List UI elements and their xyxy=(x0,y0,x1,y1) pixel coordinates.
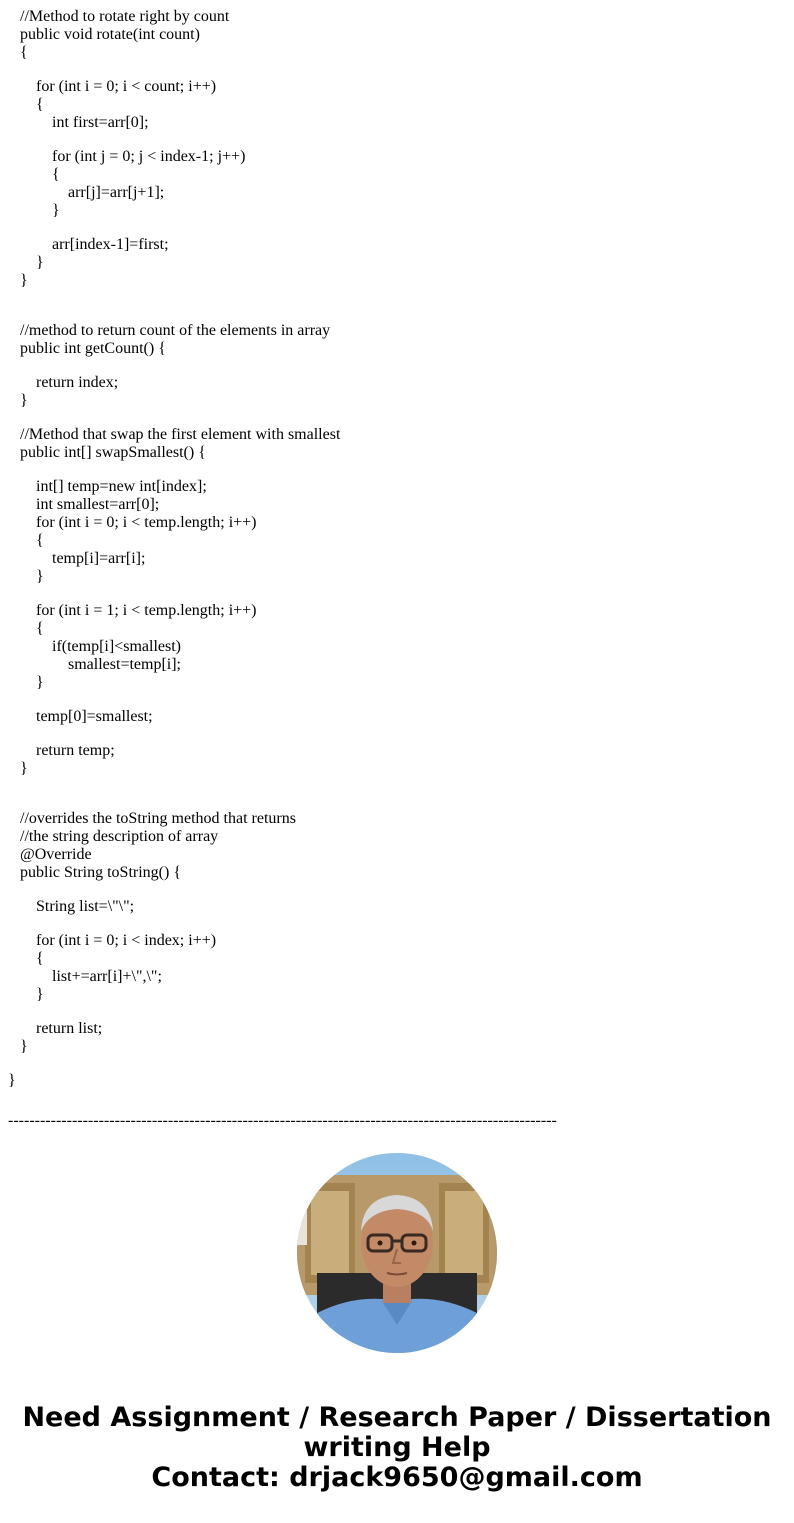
code-line xyxy=(8,62,768,78)
code-line: //Method that swap the first element with smallest xyxy=(8,426,341,443)
code-line: temp[i]=arr[i]; xyxy=(8,550,146,567)
code-line xyxy=(8,1056,768,1072)
code-line: for (int i = 0; i < count; i++) xyxy=(8,78,217,95)
code-line xyxy=(8,882,768,898)
footer-contact xyxy=(0,1403,794,1493)
code-line: for (int i = 0; i < index; i++) xyxy=(8,932,217,949)
code-line: } xyxy=(8,568,44,585)
footer-line-1: Need Assignment / Research Paper / Dissertation xyxy=(22,1402,772,1433)
code-line: int[] temp=new int[index]; xyxy=(8,478,207,495)
code-line: return list; xyxy=(8,1020,103,1037)
code-line xyxy=(8,358,768,374)
code-line: { xyxy=(8,950,44,967)
author-photo xyxy=(297,1153,497,1353)
code-line xyxy=(8,220,768,236)
code-line xyxy=(8,794,768,810)
code-line xyxy=(8,1004,768,1020)
code-line: int smallest=arr[0]; xyxy=(8,496,160,513)
code-line: } xyxy=(8,1038,28,1055)
code-line: //method to return count of the elements in array xyxy=(8,322,331,339)
code-line: public int getCount() { xyxy=(8,340,166,357)
code-line: for (int i = 1; i < temp.length; i++) xyxy=(8,602,257,619)
code-line: return index; xyxy=(8,374,119,391)
code-line: } xyxy=(8,202,60,219)
code-line xyxy=(8,462,768,478)
code-line xyxy=(8,306,768,322)
code-line xyxy=(8,290,768,306)
code-line: public String toString() { xyxy=(8,864,182,881)
code-line: //the string description of array xyxy=(8,828,219,845)
code-line: smallest=temp[i]; xyxy=(8,656,181,673)
code-line: { xyxy=(8,44,28,61)
code-line: } xyxy=(8,1072,16,1089)
code-line: @Override xyxy=(8,846,92,863)
code-line: } xyxy=(8,986,44,1003)
footer-line-2: writing Help xyxy=(303,1432,491,1463)
code-line xyxy=(8,778,768,794)
code-line xyxy=(8,410,768,426)
footer-line-3: Contact: drjack9650@gmail.com xyxy=(151,1462,643,1493)
code-line xyxy=(8,586,768,602)
code-line: } xyxy=(8,392,28,409)
code-line: public void rotate(int count) xyxy=(8,26,200,43)
code-line xyxy=(8,726,768,742)
code-line: //Method to rotate right by count xyxy=(8,8,230,25)
code-line: String list=\"\"; xyxy=(8,898,135,915)
code-line: arr[j]=arr[j+1]; xyxy=(8,184,165,201)
code-line: { xyxy=(8,166,60,183)
code-line: int first=arr[0]; xyxy=(8,114,149,131)
code-line: } xyxy=(8,674,44,691)
separator-line: ------------------------------------------------------------------------------------------------------- xyxy=(8,1112,557,1129)
code-line xyxy=(8,132,768,148)
code-line: arr[index-1]=first; xyxy=(8,236,169,253)
author-photo-illustration xyxy=(297,1153,497,1353)
code-block xyxy=(8,8,768,1090)
code-line: { xyxy=(8,96,44,113)
code-line: return temp; xyxy=(8,742,115,759)
code-line: temp[0]=smallest; xyxy=(8,708,153,725)
code-line: } xyxy=(8,272,28,289)
code-line: } xyxy=(8,254,44,271)
code-line: } xyxy=(8,760,28,777)
code-line: for (int j = 0; j < index-1; j++) xyxy=(8,148,246,165)
code-line: { xyxy=(8,532,44,549)
code-line: //overrides the toString method that returns xyxy=(8,810,296,827)
code-line: public int[] swapSmallest() { xyxy=(8,444,206,461)
code-line: if(temp[i]<smallest) xyxy=(8,638,181,655)
code-line: { xyxy=(8,620,44,637)
code-line xyxy=(8,916,768,932)
code-line: for (int i = 0; i < temp.length; i++) xyxy=(8,514,257,531)
code-line xyxy=(8,692,768,708)
code-line: list+=arr[i]+\",\"; xyxy=(8,968,162,985)
